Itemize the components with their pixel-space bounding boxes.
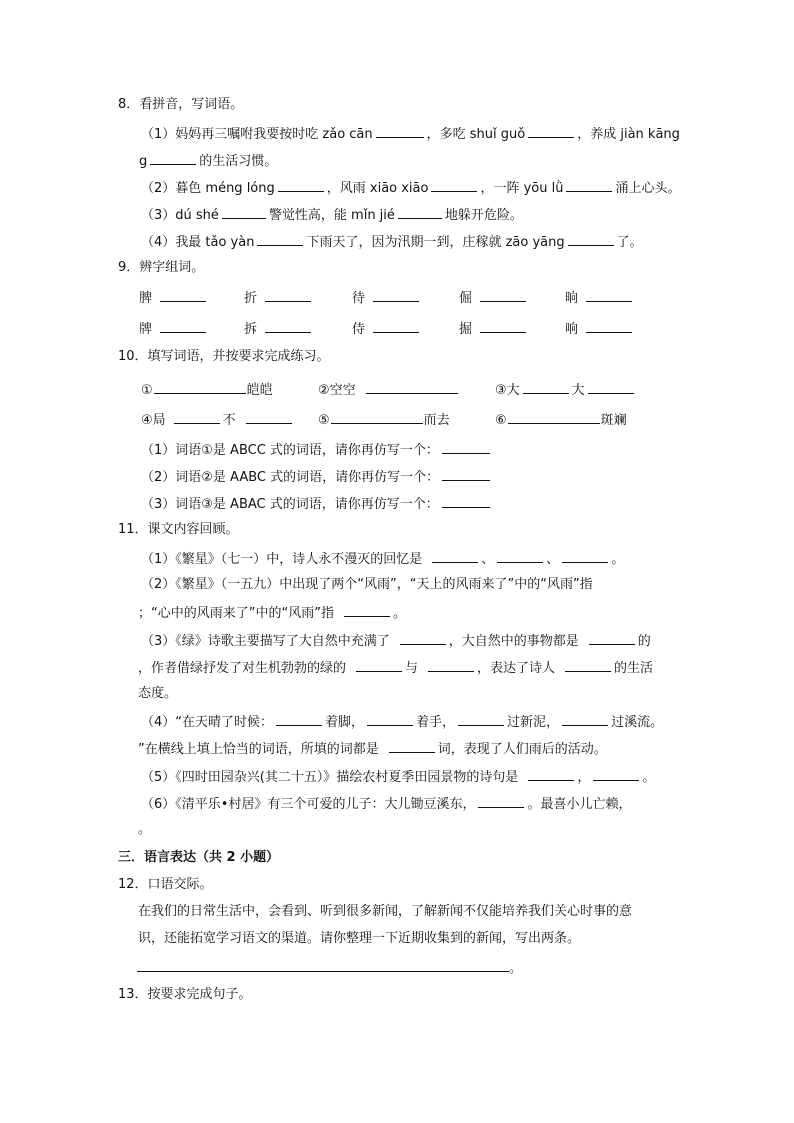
q8-l1d: ，养成 jiàn kāng [577,127,680,142]
p-text: ， [577,770,591,785]
p-text: 着脚， [325,715,365,730]
q9-row2-item [244,319,314,339]
p-text: 。 [392,606,406,621]
q8-l2c: ，一阵 yōu lǜ [480,181,564,196]
q8-l1f: 的生活习惯。 [199,154,278,169]
item-num: ① [141,383,153,398]
item-text: 不 [222,413,236,428]
p-text: 的 [637,634,651,649]
q11-p2-cont [138,603,406,623]
q11-p3-cont [138,658,653,678]
item-text: ③大 [495,383,520,398]
q10-sub1 [141,440,493,460]
answer-blank[interactable] [174,410,220,424]
q8-l2d: 涌上心头。 [615,181,681,196]
q8-l4b: 下雨天了，因为汛期一到，庄稼就 zāo yāng [306,235,565,250]
answer-blank[interactable] [373,319,419,333]
q8-l1c: shuǐ guǒ [469,127,526,142]
p-text: ，表达了诗人 [477,661,556,676]
item-num: ⑥ [495,413,507,428]
answer-blank[interactable] [586,288,632,302]
q11-p6 [141,794,631,814]
answer-blank[interactable] [160,319,206,333]
p-text: 态度。 [138,686,178,701]
p-text: 与 [405,661,419,676]
q11-p6-end [138,821,151,839]
answer-blank[interactable] [442,440,490,454]
answer-blank[interactable] [565,658,611,672]
p-text: 过新泥， [507,715,560,730]
answer-blank[interactable] [431,178,477,192]
q8-l3b: 警觉性高，能 mǐn jié [268,208,395,223]
q12-text-1: 在我们的日常生活中，会看到、听到很多新闻，了解新闻不仅能培养我们关心时事的意 [138,904,633,919]
answer-blank[interactable] [480,288,526,302]
p-text: ”在横线上填上恰当的词语，所填的词都是 [138,742,379,757]
p-text: 、 [546,552,560,567]
answer-blank[interactable] [265,288,311,302]
q10-title: 10．填写词语，并按要求完成练习。 [118,349,330,364]
answer-blank[interactable] [376,124,424,138]
q10-item-3 [495,380,637,400]
p-text: 。 [509,961,523,976]
answer-blank[interactable] [246,410,292,424]
char: 拆 [244,322,258,337]
q12-title: 12．口语交际。 [118,877,213,892]
answer-blank[interactable] [265,319,311,333]
answer-blank[interactable] [562,549,608,563]
q9-row1-item [352,288,422,308]
answer-blank[interactable] [593,767,639,781]
q8-title: 8．看拼音，写词语。 [118,97,244,112]
q10-sub2 [141,467,493,487]
item-text: 皑皑 [246,383,273,398]
p-text: ，作者借绿抒发了对生机勃勃的绿的 [138,661,347,676]
q9-row2-item [139,319,209,339]
answer-blank[interactable] [366,380,458,394]
item-text: ④局 [141,413,166,428]
section-3-heading: 三．语言表达（共 2 小题） [118,850,280,865]
answer-blank[interactable] [398,205,442,219]
p-text: （2）《繁星》（一五九）中出现了两个“风雨”，“天上的风雨来了”中的“风雨”指 [141,577,593,592]
q8-l4c: 了。 [616,235,643,250]
answer-blank[interactable] [568,232,614,246]
answer-blank[interactable] [508,410,600,424]
item-text: ②空空 [318,383,356,398]
char: 晌 [565,291,579,306]
q8-l3a: （3）dú shé [141,208,219,223]
answer-blank[interactable] [222,205,266,219]
q9-row2-item [565,319,635,339]
sub-text: （2）词语②是 AABC 式的词语，请你再仿写一个： [141,470,440,485]
answer-blank[interactable] [356,658,402,672]
answer-blank[interactable] [562,712,608,726]
answer-blank[interactable] [331,410,423,424]
q12-answer-line [137,958,522,978]
q8-line1-cont [139,151,277,171]
q8-line1 [141,124,680,144]
answer-blank[interactable] [160,288,206,302]
sub-text: （1）词语①是 ABCC 式的词语，请你再仿写一个： [141,443,439,458]
q10-item-2 [318,380,461,400]
p-text: 。 [642,770,656,785]
p-text: ；“心中的风雨来了”中的“风雨”指 [138,606,334,621]
q11-p5 [141,767,655,787]
answer-blank[interactable] [528,124,574,138]
q9-row1-item [244,288,314,308]
item-text: 大 [571,383,585,398]
p-text: 。 [611,552,625,567]
p-text: （5）《四时田园杂兴(其二十五）》描绘农村夏季田园景物的诗句是 [141,770,519,785]
p-text: （6）《清平乐•村居》有三个可爱的儿子：大儿锄豆溪东， [141,797,476,812]
p-text: 、 [481,552,495,567]
q9-row1-item [459,288,529,308]
answer-blank[interactable] [150,151,196,165]
q8-l2b: ，风雨 xiāo xiāo [326,181,429,196]
answer-blank[interactable] [480,319,526,333]
answer-blank[interactable] [137,958,509,972]
q10-item-1 [141,380,273,400]
q9-title: 9．辨字组词。 [118,260,205,275]
q11-p1 [141,549,624,569]
q9-row2-item [352,319,422,339]
q11-p4-cont [138,739,607,759]
p-text: 过溪流。 [611,715,664,730]
char: 掘 [459,322,473,337]
answer-blank[interactable] [344,603,390,617]
answer-blank[interactable] [528,767,574,781]
char: 待 [352,291,366,306]
answer-blank[interactable] [442,467,490,481]
q10-item-4 [141,410,295,430]
q11-title: 11．课文内容回顾。 [118,522,239,537]
q8-l1e: g [139,154,148,169]
answer-blank[interactable] [458,712,504,726]
answer-blank[interactable] [400,631,446,645]
q10-item-6 [495,410,627,430]
char: 倔 [459,291,473,306]
q8-l4a: （4）我最 tǎo yàn [141,235,255,250]
item-text: 而去 [423,413,450,428]
q8-l1a: （1）妈妈再三嘱咐我要按时吃 zǎo cān [141,127,373,142]
answer-blank[interactable] [589,631,635,645]
q10-item-5 [318,410,450,430]
answer-blank[interactable] [276,712,322,726]
answer-blank[interactable] [367,712,413,726]
answer-blank[interactable] [588,380,634,394]
q11-p3-end [138,685,177,703]
q10-sub3 [141,494,493,514]
q8-line4 [141,232,643,252]
q11-p2 [141,576,593,594]
answer-blank[interactable] [432,549,478,563]
char: 响 [565,322,579,337]
p-text: 。 [138,822,152,837]
answer-blank[interactable] [586,319,632,333]
char: 折 [244,291,258,306]
char: 脾 [139,291,153,306]
p-text: 着手， [416,715,456,730]
answer-blank[interactable] [389,739,435,753]
answer-blank[interactable] [442,494,490,508]
q8-l1b: ，多吃 [426,127,470,142]
answer-blank[interactable] [373,288,419,302]
p-text: 。最喜小儿亡赖， [527,797,632,812]
item-text: 斑斓 [600,413,627,428]
q8-l2a: （2）暮色 méng lóng [141,181,275,196]
answer-blank[interactable] [278,178,324,192]
q9-row2-item [459,319,529,339]
q8-l3c: 地躲开危险。 [444,208,523,223]
p-text: （4）“在天晴了时候： [141,715,274,730]
q11-p3 [141,631,651,651]
q9-row1-item [139,288,209,308]
p-text: （1）《繁星》（七一）中，诗人永不漫灭的回忆是 [141,552,423,567]
q9-row1-item [565,288,635,308]
p-text: （3）《绿》诗歌主要描写了大自然中充满了 [141,634,390,649]
char: 侍 [352,322,366,337]
answer-blank[interactable] [257,232,303,246]
q12-text-2: 识，还能拓宽学习语文的渠道。请你整理一下近期收集到的新闻，写出两条。 [138,931,581,946]
p-text: ，大自然中的事物都是 [448,634,579,649]
answer-blank[interactable] [523,380,569,394]
char: 牌 [139,322,153,337]
q8-line2 [141,178,681,198]
answer-blank[interactable] [497,549,543,563]
answer-blank[interactable] [428,658,474,672]
q13-title: 13．按要求完成句子。 [118,987,252,1002]
sub-text: （3）词语③是 ABAC 式的词语，请你再仿写一个： [141,497,439,512]
answer-blank[interactable] [154,380,246,394]
item-num: ⑤ [318,413,330,428]
q8-line3 [141,205,523,225]
answer-blank[interactable] [566,178,612,192]
p-text: 的生活 [614,661,654,676]
q11-p4 [141,712,663,732]
answer-blank[interactable] [478,794,524,808]
p-text: 词，表现了人们雨后的活动。 [437,742,607,757]
